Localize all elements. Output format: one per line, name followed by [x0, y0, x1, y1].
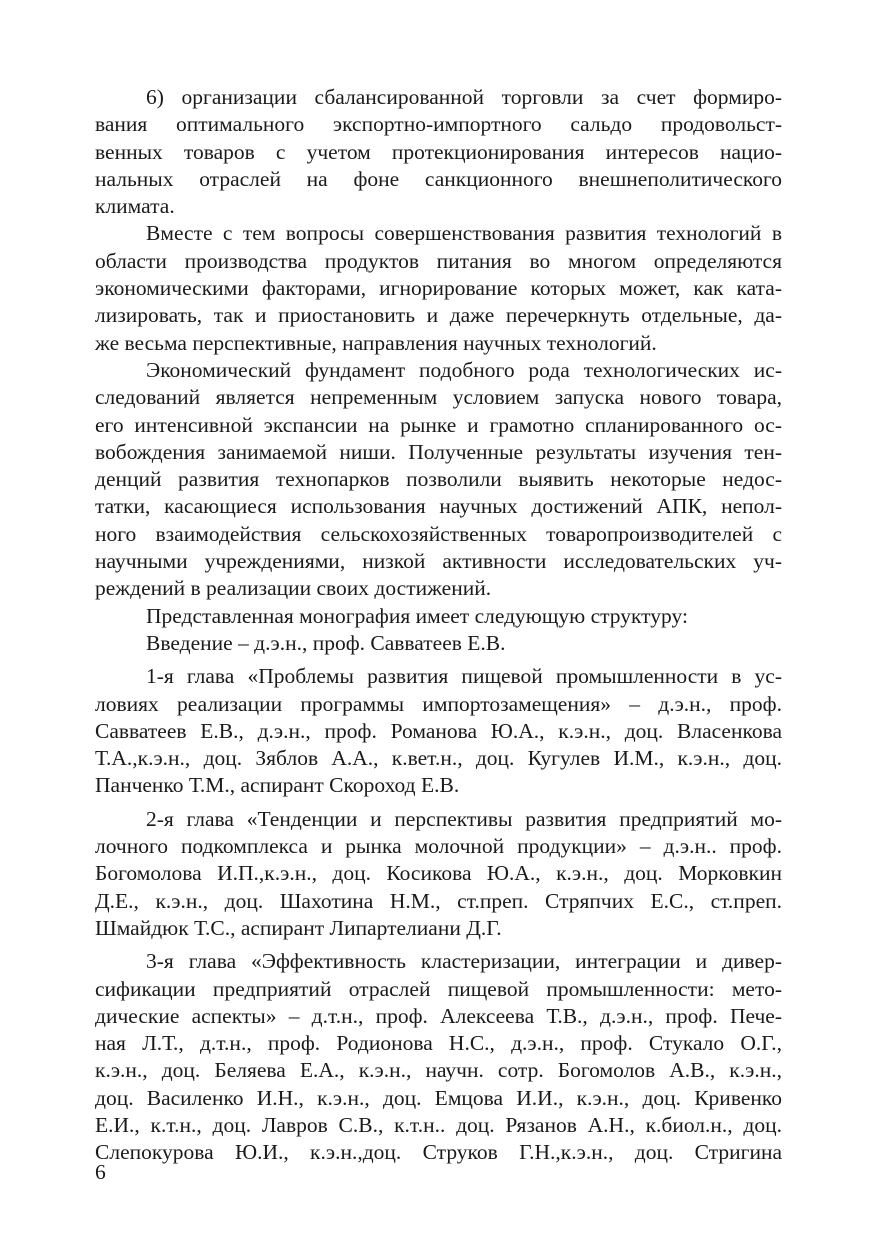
text-line: его интенсивной экспансии на рынке и грамотно спланированного ос- [95, 412, 782, 437]
text-line: 1-я глава «Проблемы развития пищевой промышленности в ус- [146, 664, 782, 689]
text-line: Экономический фундамент подобного рода технологических ис- [146, 357, 782, 382]
text-line: лизировать, так и приостановить и даже перечеркнуть отдельные, да- [95, 303, 782, 328]
text-line: климата. [95, 194, 175, 219]
page-body [95, 84, 782, 1167]
text-line: 2-я глава «Тенденции и перспективы развития предприятий мо- [146, 806, 782, 831]
text-line: денций развития технопарков позволили выявить некоторые недос- [95, 467, 782, 492]
text-line: Панченко Т.М., аспирант Скороход Е.В. [95, 773, 460, 798]
paragraph-chapter-3 [95, 948, 782, 1166]
text-line: ного взаимодействия сельскохозяйственных товаропроизводителей с [95, 521, 782, 546]
text-line: Слепокурова Ю.И., к.э.н.,доц. Струков Г.Н.,к.э.н., доц. Стригина [95, 1140, 782, 1165]
text-line: области производства продуктов питания во многом определяются [95, 248, 782, 273]
paragraph-structure-intro [95, 603, 782, 630]
text-line: научными учреждениями, низкой активности исследовательских уч- [95, 549, 782, 574]
text-line: ная Л.Т., д.т.н., проф. Родионова Н.С., д.э.н., проф. Стукало О.Г., [95, 1031, 782, 1056]
text-line: следований является непременным условием запуска нового товара, [95, 385, 782, 410]
paragraph-chapter-2 [95, 806, 782, 942]
text-line: Представленная монография имеет следующую структуру: [146, 603, 688, 628]
page-number: 6 [95, 1160, 106, 1184]
text-line: 3-я глава «Эффективность кластеризации, интеграции и дивер- [146, 949, 782, 974]
paragraph-chapter-1 [95, 663, 782, 799]
text-line: Е.И., к.т.н., доц. Лавров С.В., к.т.н.. доц. Рязанов А.Н., к.биол.н., доц. [95, 1112, 782, 1137]
text-line: венных товаров с учетом протекционирования интересов нацио- [95, 139, 782, 164]
text-line: вания оптимального экспортно-импортного сальдо продовольст- [95, 112, 782, 137]
text-line: к.э.н., доц. Беляева Е.А., к.э.н., научн. сотр. Богомолов А.В., к.э.н., [95, 1058, 782, 1083]
text-line: Савватеев Е.В., д.э.н., проф. Романова Ю.А., к.э.н., доц. Власенкова [95, 718, 782, 743]
paragraph-economic-foundation [95, 357, 782, 603]
text-line: нальных отраслей на фоне санкционного внешнеполитического [95, 166, 782, 191]
text-line: же весьма перспективные, направления научных технологий. [95, 330, 657, 355]
text-line: Д.Е., к.э.н., доц. Шахотина Н.М., ст.преп. Стряпчих Е.С., ст.преп. [95, 888, 782, 913]
text-line: Введение – д.э.н., проф. Савватеев Е.В. [146, 630, 506, 655]
text-line: сификации предприятий отраслей пищевой промышленности: мето- [95, 976, 782, 1001]
text-line: реждений в реализации своих достижений. [95, 576, 492, 601]
text-line: Вместе с тем вопросы совершенствования развития технологий в [146, 221, 782, 246]
text-line: ловиях реализации программы импортозамещения» – д.э.н., проф. [95, 691, 782, 716]
text-line: экономическими факторами, игнорирование которых может, как ката- [95, 276, 782, 301]
text-line: доц. Василенко И.Н., к.э.н., доц. Емцова И.И., к.э.н., доц. Кривенко [95, 1085, 782, 1110]
text-line: вобождения занимаемой ниши. Полученные результаты изучения тен- [95, 439, 782, 464]
paragraph-introduction-author [95, 630, 782, 657]
text-line: 6) организации сбалансированной торговли за счет формиро- [146, 85, 782, 109]
text-line: дические аспекты» – д.т.н., проф. Алексеева Т.В., д.э.н., проф. Пече- [95, 1003, 782, 1028]
paragraph-technology-issues [95, 220, 782, 356]
text-line: татки, касающиеся использования научных достижений АПК, непол- [95, 494, 782, 519]
text-line: Богомолова И.П.,к.э.н., доц. Косикова Ю.А., к.э.н., доц. Морковкин [95, 861, 782, 886]
text-line: Т.А.,к.э.н., доц. Зяблов А.А., к.вет.н., доц. Кугулев И.М., к.э.н., доц. [95, 746, 782, 771]
text-line: лочного подкомплекса и рынка молочной продукции» – д.э.н.. проф. [95, 834, 782, 859]
paragraph-item-6 [95, 84, 782, 220]
text-line: Шмайдюк Т.С., аспирант Липартелиани Д.Г. [95, 915, 502, 940]
